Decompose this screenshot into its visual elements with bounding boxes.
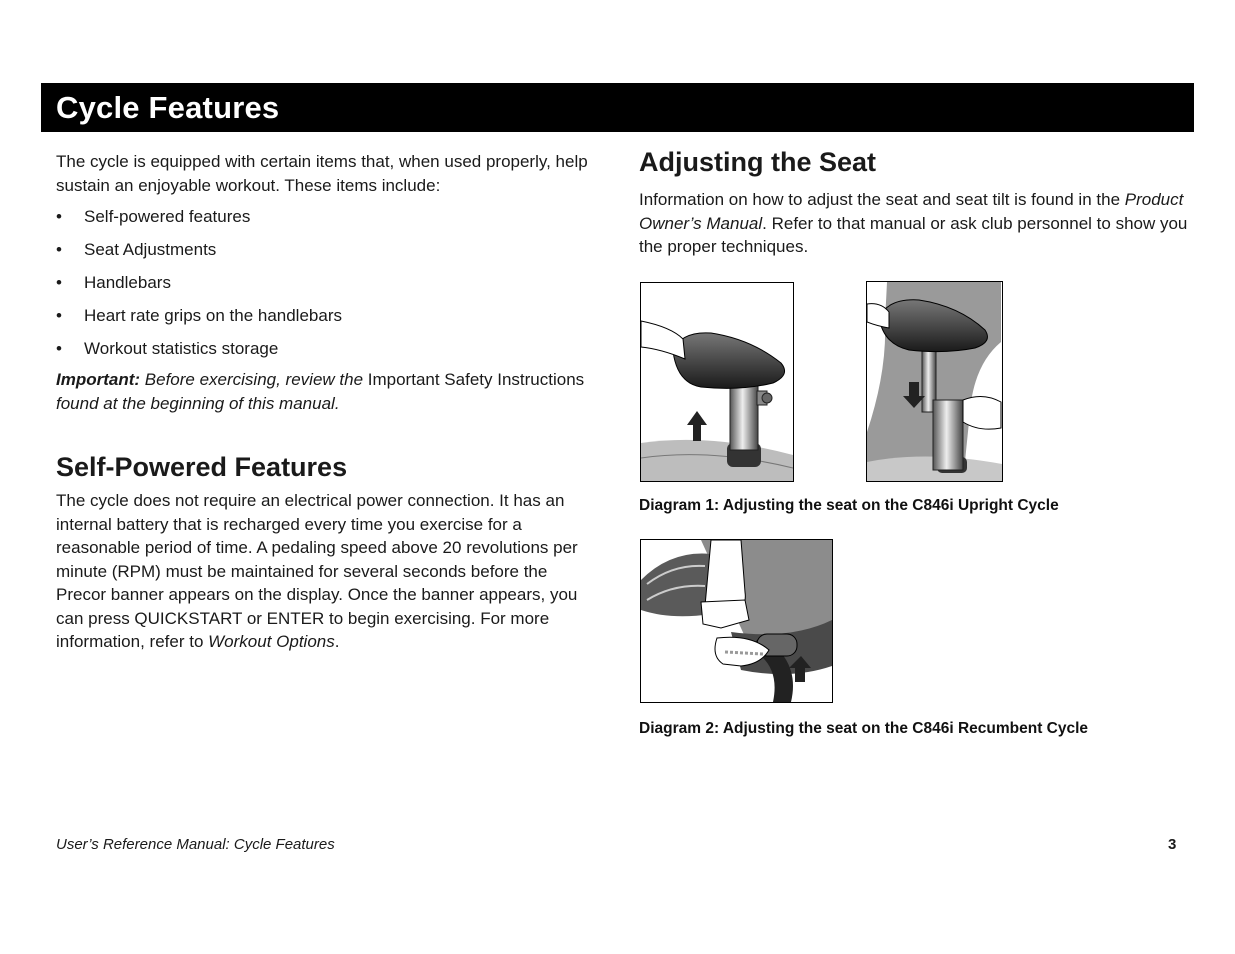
page-number: 3: [1168, 836, 1177, 853]
bullet-glyph: •: [56, 306, 62, 325]
important-note: Important: Before exercising, review the Important Safety Instructions found at the beginning of this manual.: [56, 370, 585, 413]
self-powered-section: [56, 451, 601, 654]
list-item: • Seat Adjustments: [56, 240, 217, 259]
self-powered-body: The cycle does not require an electrical power connection. It has an internal battery that is recharged every time you exercise for a reasonable period of time. A pedaling speed above 20 revolutions per minute (RPM) must be maintained for several seconds before the Precor banner appears on the display. Once the banner appears, you can press QUICKSTART or ENTER to begin exercising. For more information, refer to Workout Options.: [56, 491, 578, 651]
list-item: • Heart rate grips on the handlebars: [56, 306, 342, 325]
list-item: • Handlebars: [56, 273, 171, 292]
intro-section: [56, 150, 601, 415]
diagram-1-caption: Diagram 1: Adjusting the seat on the C846i Upright Cycle: [639, 497, 1059, 514]
list-item: • Workout statistics storage: [56, 339, 279, 358]
adjusting-section: [639, 146, 1199, 259]
page-title: Cycle Features: [56, 90, 280, 125]
footer-title: User’s Reference Manual: Cycle Features: [56, 836, 335, 853]
adjusting-body: Information on how to adjust the seat and seat tilt is found in the Product Owner’s Manual. Refer to that manual or ask club personnel to show you the proper techniques.: [639, 190, 1188, 256]
title-bar: [41, 83, 1194, 132]
feature-list: [56, 205, 601, 360]
bullet-glyph: •: [56, 240, 62, 259]
bullet-glyph: •: [56, 207, 62, 226]
adjusting-heading: Adjusting the Seat: [639, 147, 877, 177]
upright-seat-raise-illustration: [640, 282, 794, 482]
intro-text: The cycle is equipped with certain items that, when used properly, help sustain an enjoyable workout. These items include:: [56, 152, 588, 195]
upright-seat-lower-illustration: [866, 281, 1003, 482]
list-item: • Self-powered features: [56, 207, 251, 226]
bullet-glyph: •: [56, 273, 62, 292]
recumbent-seat-illustration: [640, 539, 833, 703]
important-label: Important:: [56, 370, 141, 389]
workout-options-ref: Workout Options: [208, 632, 335, 651]
bullet-glyph: •: [56, 339, 62, 358]
self-powered-heading: Self-Powered Features: [56, 452, 348, 482]
diagram-2-caption: Diagram 2: Adjusting the seat on the C846i Recumbent Cycle: [639, 720, 1089, 737]
